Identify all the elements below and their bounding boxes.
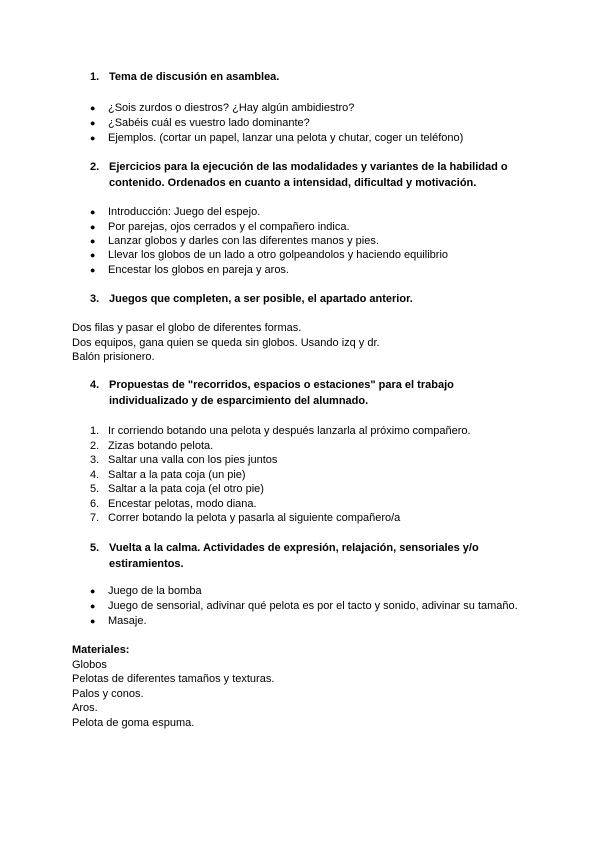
section-title: Vuelta a la calma. Actividades de expresión, relajación, sensoriales y/o estiramientos.: [109, 542, 479, 570]
list-item-text: Correr botando la pelota y pasarla al siguiente compañero/a: [108, 512, 401, 524]
bullet-icon: ●: [90, 586, 96, 596]
list-item-text: Saltar una valla con los pies juntos: [108, 454, 278, 466]
list-item-text: Por parejas, ojos cerrados y el compañero indica.: [108, 221, 350, 233]
games-text: [72, 321, 542, 365]
material-item: Pelota de goma espuma.: [72, 716, 195, 729]
bullet-icon: ●: [90, 616, 96, 626]
list-item-text: Introducción: Juego del espejo.: [108, 206, 261, 218]
material-item: Pelotas de diferentes tamaños y texturas.: [72, 673, 275, 685]
list-item-text: Ir corriendo botando una pelota y después lanzarla al próximo compañero.: [108, 425, 471, 437]
list-item-text: ¿Sabéis cuál es vuestro lado dominante?: [108, 117, 310, 129]
section-title: Ejercicios para la ejecución de las modalidades y variantes de la habilidad o contenido. Ordenados en cuanto a intensidad, dificultad y motivación.: [109, 161, 508, 189]
section-title: Propuestas de "recorridos, espacios o estaciones" para el trabajo individualizado y de esparcimiento del alumnado.: [109, 379, 454, 407]
section-number: 5.: [90, 542, 100, 554]
list-item-text: Lanzar globos y darles con las diferentes manos y pies.: [108, 235, 379, 247]
list-number: 6.: [90, 498, 100, 510]
bullet-icon: ●: [90, 222, 96, 232]
bullet-icon: ●: [90, 133, 96, 143]
list-item-text: Ejemplos. (cortar un papel, lanzar una pelota y chutar, coger un teléfono): [108, 132, 464, 144]
paragraph-line: Balón prisionero.: [72, 351, 155, 363]
section-title: Juegos que completen, a ser posible, el apartado anterior.: [109, 293, 413, 305]
list-number: 7.: [90, 512, 100, 524]
bullet-icon: ●: [90, 103, 96, 113]
list-item-text: Zizas botando pelota.: [108, 440, 214, 452]
list-number: 3.: [90, 454, 100, 466]
bullet-icon: ●: [90, 250, 96, 260]
section-number: 4.: [90, 379, 100, 391]
list-number: 1.: [90, 425, 100, 437]
material-item: Palos y conos.: [72, 687, 144, 700]
bullet-icon: ●: [90, 601, 96, 611]
list-item-text: Llevar los globos de un lado a otro golpeandolos y haciendo equilibrio: [108, 249, 449, 261]
list-item-text: ¿Sois zurdos o diestros? ¿Hay algún ambidiestro?: [108, 102, 355, 114]
bullet-icon: ●: [90, 118, 96, 128]
section-title: Tema de discusión en asamblea.: [109, 71, 280, 83]
materials-heading: Materiales:: [72, 644, 130, 656]
bullet-icon: ●: [90, 207, 96, 217]
bullet-icon: ●: [90, 236, 96, 246]
material-item: Globos: [72, 658, 107, 671]
material-item: Aros.: [72, 702, 98, 714]
list-item-text: Masaje.: [108, 615, 147, 627]
list-item-text: Juego de sensorial, adivinar qué pelota es por el tacto y sonido, adivinar su tamaño.: [108, 600, 518, 612]
materials-section: [72, 643, 542, 730]
section-number: 2.: [90, 161, 100, 173]
list-number: 4.: [90, 469, 100, 481]
paragraph-line: Dos filas y pasar el globo de diferentes formas.: [72, 322, 302, 334]
list-item-text: Juego de la bomba: [108, 585, 202, 597]
list-item-text: Encestar pelotas, modo diana.: [108, 498, 257, 510]
bullet-icon: ●: [90, 265, 96, 275]
paragraph-line: Dos equipos, gana quien se queda sin globos. Usando izq y dr.: [72, 336, 380, 349]
list-item-text: Saltar a la pata coja (el otro pie): [108, 483, 264, 495]
section-number: 1.: [90, 71, 100, 83]
list-item-text: Saltar a la pata coja (un pie): [108, 469, 246, 481]
list-number: 5.: [90, 483, 100, 495]
section-number: 3.: [90, 293, 100, 305]
list-item-text: Encestar los globos en pareja y aros.: [108, 264, 289, 276]
list-number: 2.: [90, 440, 100, 452]
